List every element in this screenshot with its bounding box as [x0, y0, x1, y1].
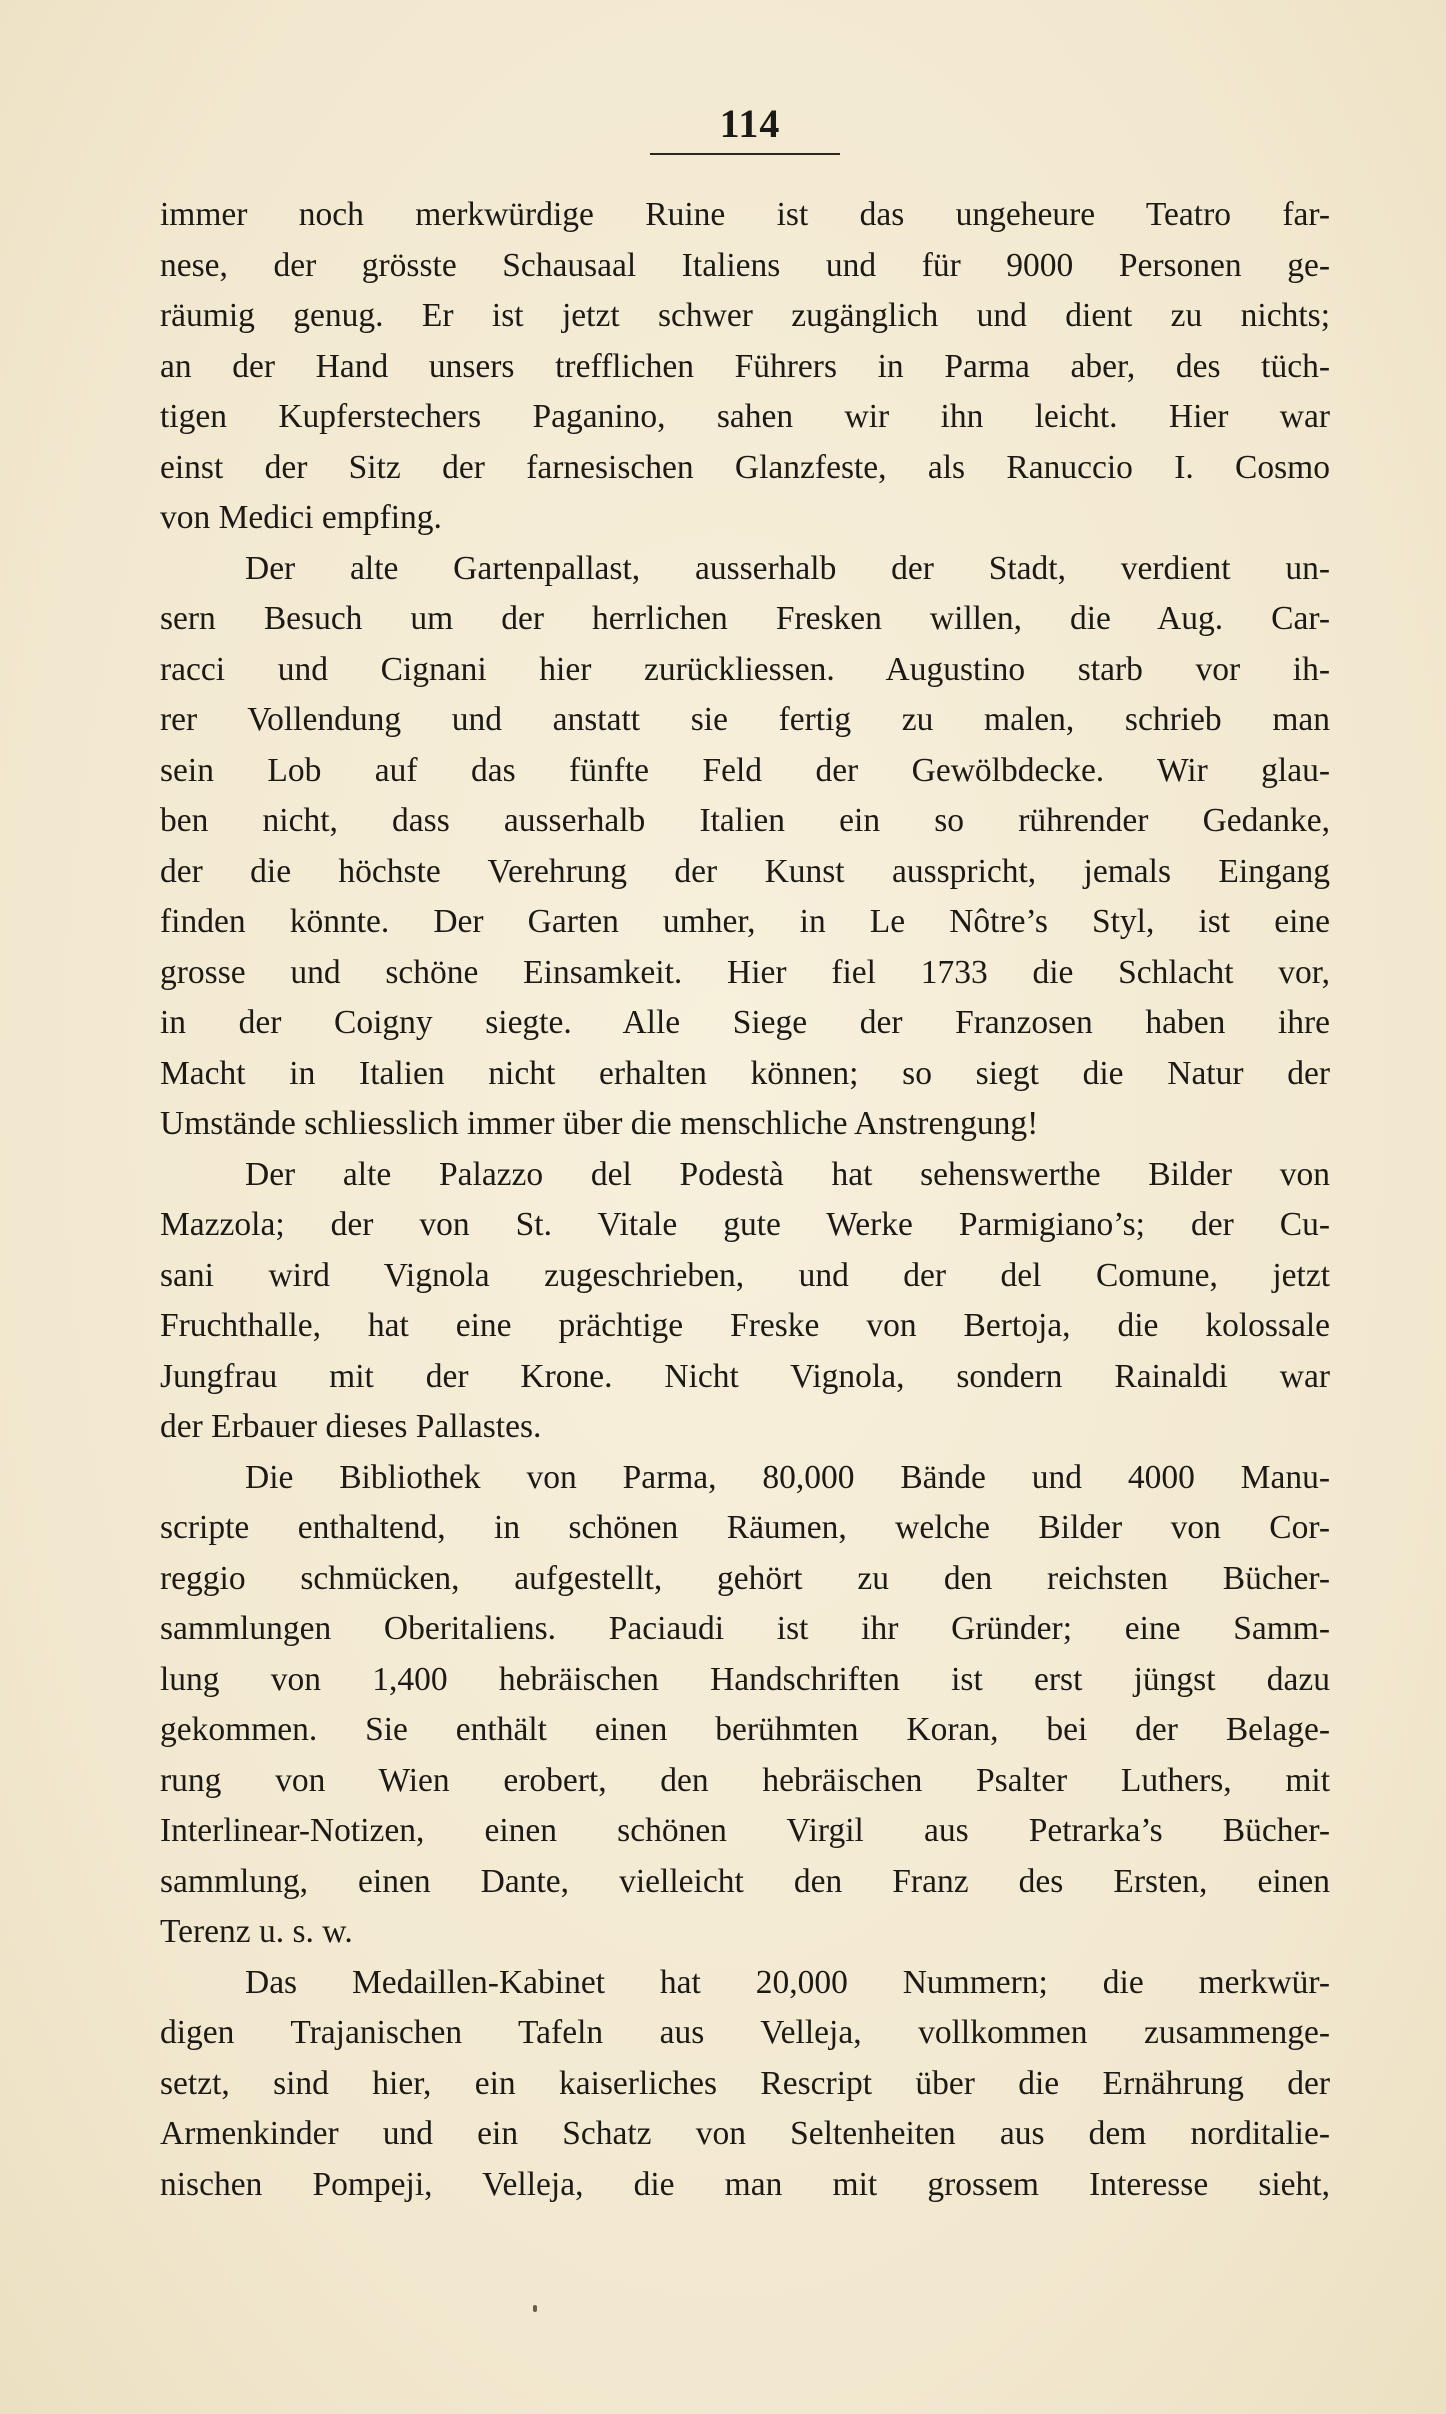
text-line: Fruchthalle, hat eine prächtige Freske von Bertoja, die kolossale [160, 1307, 1330, 1344]
text-line: scripte enthaltend, in schönen Räumen, welche Bilder von Cor- [160, 1509, 1330, 1546]
text-line: der Erbauer dieses Pallastes. [160, 1408, 542, 1445]
text-line: sein Lob auf das fünfte Feld der Gewölbdecke. Wir glau- [160, 751, 1330, 789]
text-line: Armenkinder und ein Schatz von Seltenheiten aus dem norditalie- [160, 2115, 1330, 2152]
body-text [160, 190, 1330, 2210]
text-line: Interlinear-Notizen, einen schönen Virgil aus Petrarka’s Bücher- [160, 1812, 1330, 1849]
text-line: sammlung, einen Dante, vielleicht den Franz des Ersten, einen [160, 1862, 1330, 1900]
text-line: setzt, sind hier, ein kaiserliches Rescript über die Ernährung der [160, 2064, 1330, 2102]
text-line: finden könnte. Der Garten umher, in Le Nôtre’s Styl, ist eine [160, 903, 1330, 940]
text-line: der die höchste Verehrung der Kunst ausspricht, jemals Eingang [160, 852, 1330, 890]
text-line: an der Hand unsers trefflichen Führers in Parma aber, des tüch- [160, 347, 1330, 385]
header-rule [650, 153, 840, 155]
text-line: nese, der grösste Schausaal Italiens und für 9000 Personen ge- [160, 246, 1330, 284]
text-line: Terenz u. s. w. [160, 1913, 353, 1950]
text-line: nischen Pompeji, Velleja, die man mit grossem Interesse sieht, [160, 2165, 1330, 2203]
text-line: Der alte Palazzo del Podestà hat sehenswerthe Bilder von [245, 1155, 1330, 1193]
text-line: Das Medaillen-Kabinet hat 20,000 Nummern; die merkwür- [245, 1963, 1330, 2001]
text-line: in der Coigny siegte. Alle Siege der Franzosen haben ihre [160, 1004, 1330, 1041]
text-line: Umstände schliesslich immer über die menschliche Anstrengung! [160, 1105, 1039, 1142]
text-line: reggio schmücken, aufgestellt, gehört zu den reichsten Bücher- [160, 1559, 1330, 1597]
text-line: räumig genug. Er ist jetzt schwer zugänglich und dient zu nichts; [160, 297, 1330, 334]
text-line: sern Besuch um der herrlichen Fresken willen, die Aug. Car- [160, 600, 1330, 637]
text-line: tigen Kupferstechers Paganino, sahen wir ihn leicht. Hier war [160, 398, 1330, 435]
text-line: Der alte Gartenpallast, ausserhalb der Stadt, verdient un- [245, 549, 1330, 587]
paper-speck [533, 2305, 537, 2312]
text-line: sammlungen Oberitaliens. Paciaudi ist ihr Gründer; eine Samm- [160, 1610, 1330, 1647]
text-line: gekommen. Sie enthält einen berühmten Koran, bei der Belage- [160, 1711, 1330, 1748]
text-line: ben nicht, dass ausserhalb Italien ein so rührender Gedanke, [160, 802, 1330, 839]
text-line: von Medici empfing. [160, 499, 442, 536]
page-number: 114 [719, 101, 781, 146]
text-line: einst der Sitz der farnesischen Glanzfeste, als Ranuccio I. Cosmo [160, 448, 1330, 486]
text-line: racci und Cignani hier zurückliessen. Augustino starb vor ih- [160, 650, 1330, 688]
text-line: immer noch merkwürdige Ruine ist das ungeheure Teatro far- [160, 196, 1330, 233]
text-line: lung von 1,400 hebräischen Handschriften ist erst jüngst dazu [160, 1660, 1330, 1698]
text-line: digen Trajanischen Tafeln aus Velleja, vollkommen zusammenge- [160, 2014, 1330, 2051]
text-line: rung von Wien erobert, den hebräischen Psalter Luthers, mit [160, 1761, 1330, 1799]
text-line: grosse und schöne Einsamkeit. Hier fiel 1733 die Schlacht vor, [160, 953, 1330, 991]
text-line: Jungfrau mit der Krone. Nicht Vignola, sondern Rainaldi war [160, 1357, 1330, 1395]
text-line: Mazzola; der von St. Vitale gute Werke Parmigiano’s; der Cu- [160, 1206, 1330, 1243]
text-line: Macht in Italien nicht erhalten können; so siegt die Natur der [160, 1054, 1330, 1092]
text-line: sani wird Vignola zugeschrieben, und der del Comune, jetzt [160, 1256, 1330, 1294]
text-line: rer Vollendung und anstatt sie fertig zu malen, schrieb man [160, 701, 1330, 738]
text-line: Die Bibliothek von Parma, 80,000 Bände und 4000 Manu- [245, 1458, 1330, 1496]
